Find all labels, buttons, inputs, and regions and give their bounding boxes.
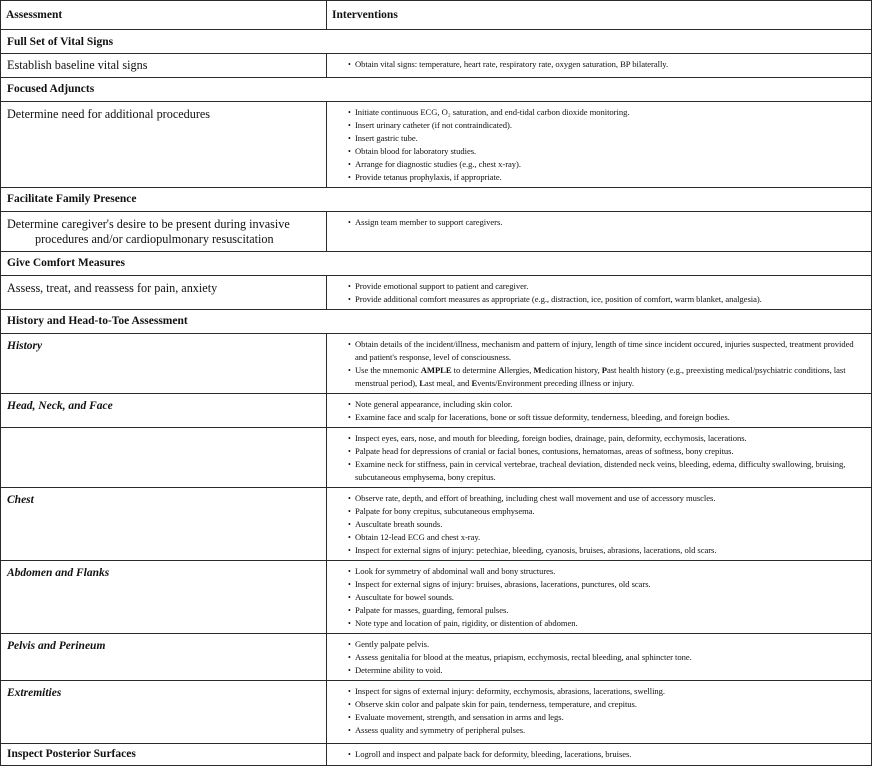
- intervention-item: • Auscultate for bowel sounds.: [349, 591, 863, 604]
- interventions-cell: [327, 275, 872, 309]
- intervention-item: • Observe rate, depth, and effort of breathing, including chest wall movement and use of accessory muscles.: [349, 492, 863, 505]
- intervention-item: • Arrange for diagnostic studies (e.g., chest x-ray).: [349, 158, 863, 171]
- ample-letter-e: E: [471, 377, 478, 388]
- ample-mnemonic: AMPLE: [420, 364, 452, 375]
- assessment-cell: [1, 211, 327, 251]
- intervention-item: • Auscultate breath sounds.: [349, 518, 863, 531]
- table-row: [1, 101, 872, 187]
- intervention-item: • Assess genitalia for blood at the meatus, priapism, ecchymosis, rectal bleeding, anal sphincter tone.: [349, 651, 863, 664]
- intervention-item: • Inspect eyes, ears, nose, and mouth for bleeding, foreign bodies, drainage, pain, deformity, ecchymosis, lacerations.: [349, 432, 863, 445]
- section-title-posterior: Inspect Posterior Surfaces: [1, 743, 327, 766]
- intervention-item: • Provide emotional support to patient and caregiver.: [349, 280, 863, 293]
- interventions-cell: [327, 54, 872, 78]
- interventions-cell: [327, 393, 872, 427]
- intervention-item: • Determine ability to void.: [349, 664, 863, 677]
- intervention-item: • Inspect for signs of external injury: deformity, ecchymosis, abrasions, lacerations, swelling.: [349, 685, 863, 698]
- assessment-cell: Assess, treat, and reassess for pain, anxiety: [1, 275, 327, 309]
- ample-text-m: edication history,: [541, 364, 602, 375]
- assessment-line-2: procedures and/or cardiopulmonary resuscitation: [35, 232, 274, 246]
- intervention-item: • Gently palpate pelvis.: [349, 638, 863, 651]
- assessment-cell: History: [1, 333, 327, 393]
- column-header-assessment: Assessment: [1, 1, 327, 30]
- table-row: [1, 211, 872, 251]
- intervention-item: • Note general appearance, including skin color.: [349, 398, 863, 411]
- interventions-cell: [327, 560, 872, 633]
- intervention-item: • Palpate head for depressions of cranial or facial bones, contusions, hematomas, areas of softness, bony crepitus.: [349, 445, 863, 458]
- intervention-item: • Note type and location of pain, rigidity, or distention of abdomen.: [349, 617, 863, 630]
- ample-letter-a: A: [498, 364, 505, 375]
- interventions-cell: [327, 211, 872, 251]
- table-row: [1, 427, 872, 487]
- intervention-item: • Inspect for external signs of injury: petechiae, bleeding, cyanosis, bruises, abrasions, lacerations, old scars.: [349, 544, 863, 557]
- intervention-item: • Obtain details of the incident/illness, mechanism and pattern of injury, length of time since incident occured, injuries suspected, treatment provided and patient's response, level of consciousness.: [349, 338, 863, 364]
- ample-to-determine: to determine: [451, 364, 499, 375]
- intervention-item: • Obtain 12-lead ECG and chest x-ray.: [349, 531, 863, 544]
- interventions-cell: [327, 680, 872, 743]
- assessment-cell: [1, 427, 327, 487]
- assessment-cell: Establish baseline vital signs: [1, 54, 327, 78]
- intervention-item: • Palpate for bony crepitus, subcutaneous emphysema.: [349, 505, 863, 518]
- intervention-item: • Look for symmetry of abdominal wall and bony structures.: [349, 565, 863, 578]
- interventions-cell: [327, 633, 872, 680]
- intervention-item: • Examine face and scalp for lacerations, bone or soft tissue deformity, tenderness, bleeding, and foreign bodies.: [349, 411, 863, 424]
- section-title-family-presence: Facilitate Family Presence: [1, 187, 872, 211]
- section-title-vital-signs: Full Set of Vital Signs: [1, 30, 872, 54]
- intervention-item: • Palpate for masses, guarding, femoral pulses.: [349, 604, 863, 617]
- section-title-history-head-to-toe: History and Head-to-Toe Assessment: [1, 309, 872, 333]
- section-row: [1, 187, 872, 211]
- intervention-item: • Inspect for external signs of injury: bruises, abrasions, lacerations, punctures, old scars.: [349, 578, 863, 591]
- ample-text-p: ast health history (e.g., preexisting medical/psychiatric conditions, last menstrual period),: [355, 364, 846, 388]
- interventions-cell: [327, 101, 872, 187]
- assessment-text: [7, 217, 320, 248]
- table-row: [1, 333, 872, 393]
- intervention-item: • Insert gastric tube.: [349, 132, 863, 145]
- ample-letter-l: L: [419, 377, 425, 388]
- table-row: [1, 54, 872, 78]
- intervention-item: • Assign team member to support caregivers.: [349, 216, 863, 229]
- section-row: [1, 77, 872, 101]
- assessment-cell: Head, Neck, and Face: [1, 393, 327, 427]
- intervention-item: • Obtain vital signs: temperature, heart rate, respiratory rate, oxygen saturation, BP bilaterally.: [349, 58, 863, 71]
- intervention-item: • Observe skin color and palpate skin for pain, tenderness, temperature, and crepitus.: [349, 698, 863, 711]
- intervention-item: • Evaluate movement, strength, and sensation in arms and legs.: [349, 711, 863, 724]
- table-row: [1, 275, 872, 309]
- table-row: [1, 393, 872, 427]
- table-row: [1, 680, 872, 743]
- ample-prefix: Use the mnemonic: [355, 364, 421, 375]
- intervention-item: • Initiate continuous ECG, O₂ saturation, and end-tidal carbon dioxide monitoring.: [349, 106, 863, 119]
- assessment-line-1: Determine caregiver's desire to be present during invasive: [7, 216, 290, 231]
- intervention-item-ample: [349, 364, 863, 390]
- intervention-item: • Obtain blood for laboratory studies.: [349, 145, 863, 158]
- section-title-comfort: Give Comfort Measures: [1, 251, 872, 275]
- intervention-item: • Logroll and inspect and palpate back for deformity, bleeding, lacerations, bruises.: [349, 748, 863, 761]
- interventions-cell: [327, 333, 872, 393]
- section-row: [1, 251, 872, 275]
- ample-letter-m: M: [533, 364, 542, 375]
- assessment-cell: Determine need for additional procedures: [1, 101, 327, 187]
- assessment-cell: Chest: [1, 487, 327, 560]
- interventions-cell: [327, 487, 872, 560]
- intervention-item: • Examine neck for stiffness, pain in cervical vertebrae, tracheal deviation, distended neck veins, bleeding, edema, difficulty swallowing, bruising, subcutaneous emphysema, bony crepitus.: [349, 458, 863, 484]
- interventions-cell: [327, 743, 872, 766]
- table-row: [1, 743, 872, 766]
- intervention-item: • Assess quality and symmetry of peripheral pulses.: [349, 724, 863, 737]
- ample-text-e: vents/Environment preceding illness or injury.: [477, 377, 634, 388]
- intervention-item: • Provide additional comfort measures as appropriate (e.g., distraction, ice, position of comfort, warm blanket, analgesia).: [349, 293, 863, 306]
- table-header-row: [1, 1, 872, 30]
- ample-text-a: llergies,: [504, 364, 534, 375]
- table-row: [1, 560, 872, 633]
- table-row: [1, 487, 872, 560]
- interventions-cell: [327, 427, 872, 487]
- section-title-focused-adjuncts: Focused Adjuncts: [1, 77, 872, 101]
- intervention-item: • Provide tetanus prophylaxis, if appropriate.: [349, 171, 863, 184]
- table-row: [1, 633, 872, 680]
- ample-text-l: ast meal, and: [424, 377, 472, 388]
- section-row: [1, 309, 872, 333]
- column-header-interventions: Interventions: [327, 1, 872, 30]
- assessment-cell: Pelvis and Perineum: [1, 633, 327, 680]
- assessment-cell: Extremities: [1, 680, 327, 743]
- intervention-item: • Insert urinary catheter (if not contraindicated).: [349, 119, 863, 132]
- assessment-cell: Abdomen and Flanks: [1, 560, 327, 633]
- ample-letter-p: P: [601, 364, 607, 375]
- section-row: [1, 30, 872, 54]
